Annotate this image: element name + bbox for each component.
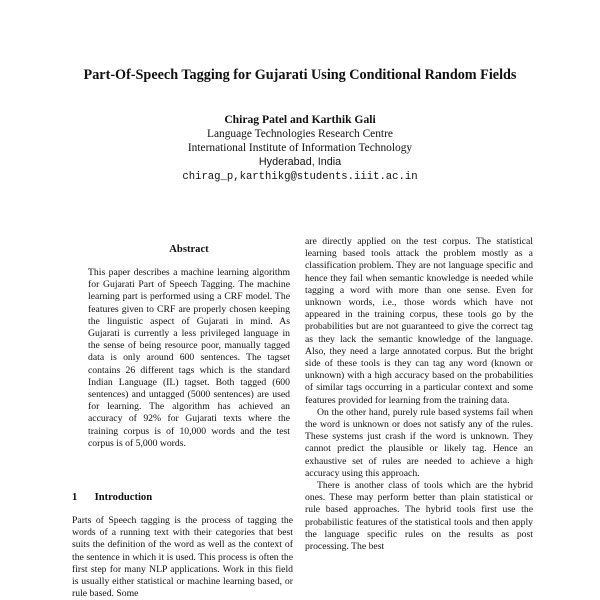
affiliation-line-2: International Institute of Information Technology (187, 142, 413, 154)
intro-body (72, 515, 293, 600)
intro-section-title: Introduction (94, 492, 153, 503)
paper-title: Part-Of-Speech Tagging for Gujarati Using Conditional Random Fields (83, 67, 517, 83)
affiliation-line-3: Hyderabad, India (258, 156, 342, 168)
abstract-text: This paper describes a machine learning algorithm for Gujarati Part of Speech Tagging. The machine learning part is performed using a CRF model. The features given to CRF are properly chosen keeping the linguistic aspect of Gujarati in mind. As Gujarati is currently a less privileged language in the sense of being resource poor, manually tagged data is only around 600 sentences. The tagset contains 26 different tags which is the standard Indian Language (IL) tagset. Both tagged (600 sentences) and untagged (5000 sentences) are used for learning. The algorithm has achieved an accuracy of 92% for Gujarati texts where the training corpus is of 10,000 words and the test corpus is of 5,000 words. (88, 267, 290, 449)
intro-heading (72, 491, 152, 504)
abstract-heading: Abstract (169, 244, 209, 255)
right-column-paragraph-2: On the other hand, purely rule based systems fail when the word is unknown or does not satisfy any of the rules. These systems just crash if the word is unknown. They cannot predict the plausible or likely tag. Hence an exhaustive set of rules are needed to achieve a high accuracy using this approach. (305, 406, 533, 479)
intro-section-number: 1 (72, 492, 78, 503)
paper-authors: Chirag Patel and Karthik Gali (224, 113, 376, 126)
author-email: chirag_p,karthikg@students.iiit.ac.in (182, 171, 418, 183)
intro-text: Parts of Speech tagging is the process of tagging the words of a running text with their categories that best suits the definition of the word as well as the context of the sentence in which it is used. This process is often the first step for many NLP applications. Work in this field is usually either statistical or machine learning based, or rule based. Some (72, 515, 293, 600)
affiliation-line-1: Language Technologies Research Centre (207, 128, 393, 140)
abstract-body (88, 267, 290, 450)
right-column-paragraph-3: There is another class of tools which are the hybrid ones. These may perform better than plain statistical or rule based approaches. The hybrid tools first use the probabilistic features of the statistical tools and then apply the language specific rules on the results as post processing. The best (305, 480, 533, 553)
right-column (305, 236, 533, 553)
right-column-paragraph-1: are directly applied on the test corpus. The statistical learning based tools attack the problem mostly as a classification problem. They are not language specific and hence they fail when semantic knowledge is needed while tagging a word with more than one sense. Even for unknown words, i.e., those words which have not appeared in the training corpus, these tools go by the probabilities but are not guaranteed to give the correct tag as they lack the semantic knowledge of the language. Also, they need a large annotated corpus. But the bright side of these tools is they can tag any word (known or unknown) with a high accuracy based on the probabilities of similar tags occurring in a particular context and some features provided for learning from the training data. (305, 236, 533, 406)
